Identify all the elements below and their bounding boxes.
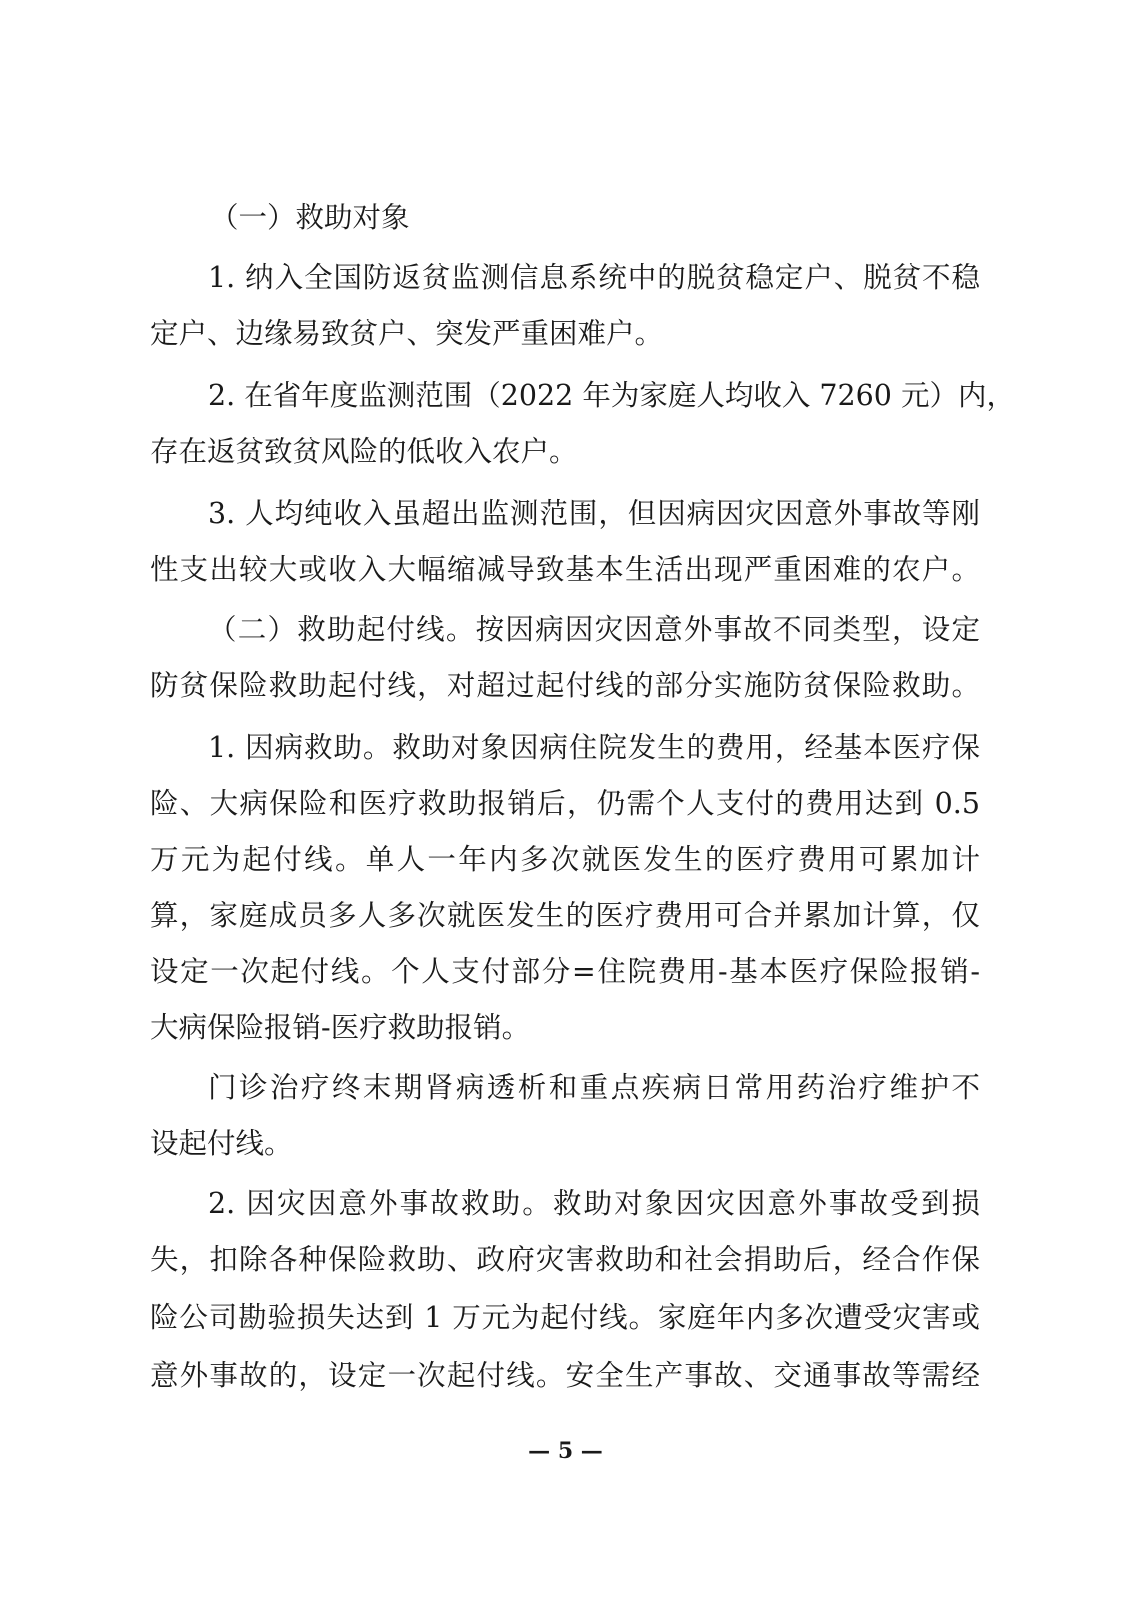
paragraph-line: 存在返贫致贫风险的低收入农户。	[150, 435, 578, 468]
paragraph-line: 定户、边缘易致贫户、突发严重困难户。	[150, 317, 664, 350]
paragraph-line: 1. 因病救助。救助对象因病住院发生的费用，经基本医疗保	[208, 731, 980, 764]
paragraph-line: 设定一次起付线。个人支付部分=住院费用-基本医疗保险报销-	[150, 955, 980, 988]
paragraph-line: 意外事故的，设定一次起付线。安全生产事故、交通事故等需经	[150, 1359, 980, 1392]
paragraph-line: 算，家庭成员多人多次就医发生的医疗费用可合并累加计算，仅	[150, 899, 980, 932]
paragraph-line: 门诊治疗终末期肾病透析和重点疾病日常用药治疗维护不	[208, 1071, 980, 1104]
paragraph-line: 3. 人均纯收入虽超出监测范围，但因病因灾因意外事故等刚	[208, 497, 980, 530]
paragraph-line: 险、大病保险和医疗救助报销后，仍需个人支付的费用达到 0.5	[150, 787, 980, 820]
paragraph-line: 设起付线。	[150, 1127, 293, 1160]
page-number: — 5 —	[528, 1438, 603, 1464]
paragraph-line: 防贫保险救助起付线，对超过起付线的部分实施防贫保险救助。	[150, 669, 980, 702]
paragraph-line: 大病保险报销-医疗救助报销。	[150, 1011, 531, 1044]
paragraph-line: 2. 在省年度监测范围（2022 年为家庭人均收入 7260 元）内，	[208, 379, 1015, 412]
paragraph-line: 1. 纳入全国防返贫监测信息系统中的脱贫稳定户、脱贫不稳	[208, 261, 980, 294]
paragraph-line: 性支出较大或收入大幅缩减导致基本生活出现严重困难的农户。	[150, 553, 980, 586]
section-heading-1: （一）救助对象	[210, 201, 410, 234]
paragraph-line: 2. 因灾因意外事故救助。救助对象因灾因意外事故受到损	[208, 1187, 980, 1220]
paragraph-line: 险公司勘验损失达到 1 万元为起付线。家庭年内多次遭受灾害或	[150, 1301, 980, 1334]
paragraph-line: 万元为起付线。单人一年内多次就医发生的医疗费用可累加计	[150, 843, 980, 876]
paragraph-line: 失，扣除各种保险救助、政府灾害救助和社会捐助后，经合作保	[150, 1243, 980, 1276]
section-heading-2: （二）救助起付线。按因病因灾因意外事故不同类型，设定	[208, 613, 980, 646]
